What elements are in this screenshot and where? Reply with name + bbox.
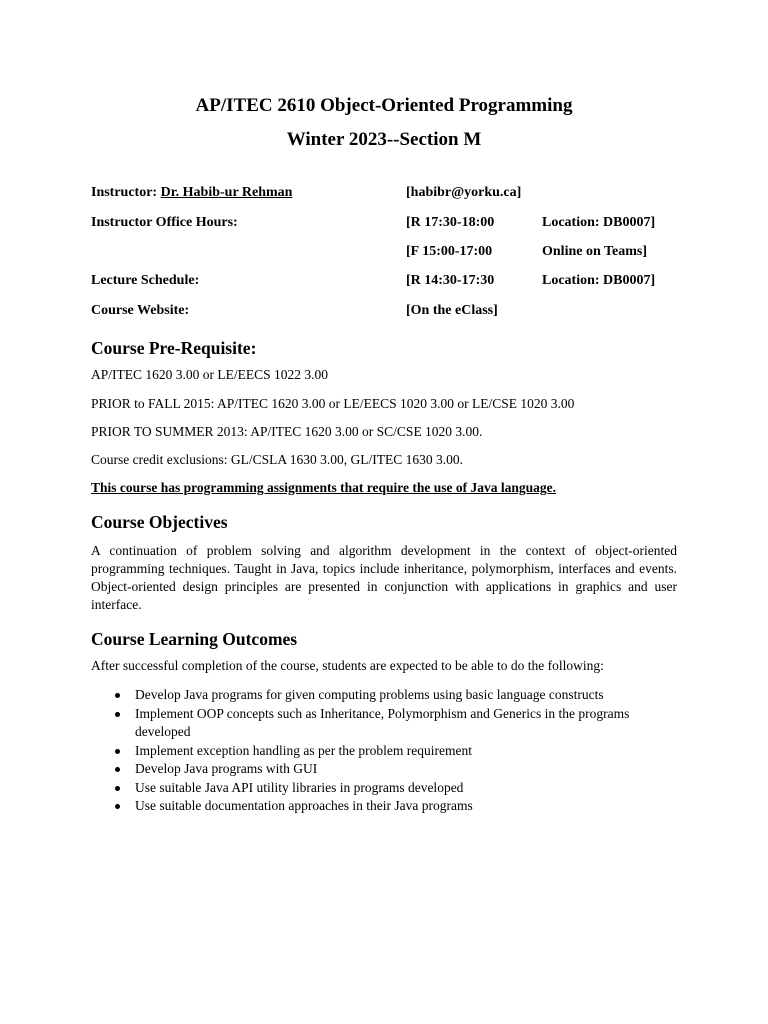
list-item	[91, 779, 677, 798]
objectives-heading: Course Objectives	[91, 512, 228, 532]
lecture-label: Lecture Schedule:	[91, 273, 200, 288]
outcome-text: Use suitable Java API utility libraries in programs developed	[135, 779, 464, 795]
outcome-text: Implement exception handling as per the problem requirement	[135, 742, 473, 758]
list-item	[91, 760, 677, 779]
lecture-schedule-row	[91, 271, 691, 291]
list-item	[91, 705, 677, 742]
instructor-row	[91, 183, 691, 203]
bullet-icon	[115, 804, 120, 809]
instructor-label: Instructor:	[91, 185, 158, 200]
outcome-text: Implement OOP concepts such as Inheritance, Polymorphism and Generics in the programs developed	[135, 705, 630, 739]
bullet-icon	[115, 712, 120, 717]
prerequisite-line: Course credit exclusions: GL/CSLA 1630 3.00, GL/ITEC 1630 3.00.	[91, 452, 463, 467]
office-hours-2-time: [F 15:00-17:00	[406, 244, 493, 259]
prerequisite-line: AP/ITEC 1620 3.00 or LE/EECS 1022 3.00	[91, 367, 328, 382]
objectives-paragraph	[91, 542, 677, 614]
java-requirement-note: This course has programming assignments that require the use of Java language.	[91, 480, 557, 495]
course-term-section: Winter 2023--Section M	[286, 129, 482, 150]
office-hours-2-location: Online on Teams]	[542, 244, 648, 259]
instructor-cell	[91, 183, 292, 203]
list-item	[91, 686, 677, 705]
list-item	[91, 797, 677, 816]
outcomes-list	[91, 686, 677, 816]
outcomes-intro: After successful completion of the course, students are expected to be able to do the following:	[91, 658, 604, 673]
office-hours-1-time: [R 17:30-18:00	[406, 215, 495, 230]
office-hours-row-1	[91, 213, 691, 233]
list-item	[91, 742, 677, 761]
course-website-row	[91, 301, 691, 321]
objectives-text: A continuation of problem solving and algorithm development in the context of object-oriented programming techniques. Taught in Java, topics include inheritance, polymorphism, interfaces and events. Object-oriented design principles are presented in conjunction with applications in graphics and user interface.	[91, 543, 677, 612]
bullet-icon	[115, 693, 120, 698]
website-value: [On the eClass]	[406, 303, 498, 318]
bullet-icon	[115, 786, 120, 791]
instructor-email: [habibr@yorku.ca]	[406, 185, 522, 200]
prerequisite-line: PRIOR to FALL 2015: AP/ITEC 1620 3.00 or LE/EECS 1020 3.00 or LE/CSE 1020 3.00	[91, 396, 575, 411]
instructor-name: Dr. Habib-ur Rehman	[160, 185, 293, 200]
outcome-text: Use suitable documentation approaches in their Java programs	[135, 798, 473, 813]
prerequisite-line: PRIOR TO SUMMER 2013: AP/ITEC 1620 3.00 or SC/CSE 1020 3.00.	[91, 424, 483, 439]
bullet-icon	[115, 767, 120, 772]
outcome-text: Develop Java programs for given computing problems using basic language constructs	[135, 687, 604, 702]
bullet-icon	[115, 749, 120, 754]
office-hours-label: Instructor Office Hours:	[91, 215, 238, 230]
office-hours-row-2	[91, 242, 691, 262]
lecture-location: Location: DB0007]	[542, 273, 656, 288]
outcomes-heading: Course Learning Outcomes	[91, 629, 298, 649]
course-title: AP/ITEC 2610 Object-Oriented Programming	[195, 95, 573, 116]
office-hours-1-location: Location: DB0007]	[542, 215, 656, 230]
website-label: Course Website:	[91, 303, 190, 318]
prerequisite-heading: Course Pre-Requisite:	[91, 338, 257, 358]
outcome-text: Develop Java programs with GUI	[135, 761, 318, 776]
lecture-time: [R 14:30-17:30	[406, 273, 495, 288]
